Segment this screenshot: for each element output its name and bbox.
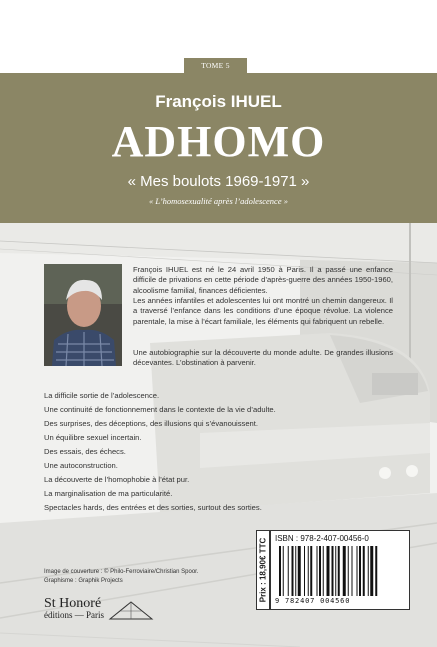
publisher-city: éditions — Paris — [44, 610, 104, 620]
barcode-bar — [357, 546, 358, 596]
pyramid-logo-icon — [108, 600, 154, 620]
list-item: Une autoconstruction. — [44, 461, 118, 470]
barcode-bar — [317, 546, 318, 596]
price-box — [256, 530, 270, 610]
barcode-bar — [375, 546, 377, 596]
book-subtitle: « Mes boulots 1969-1971 » — [127, 173, 310, 190]
list-item: Une continuité de fonctionnement dans le contexte de la vie d’adulte. — [44, 405, 276, 414]
barcode-bar — [370, 546, 373, 596]
book-title: ADHOMO — [111, 117, 326, 166]
barcode-bar — [288, 546, 289, 596]
barcode-bar — [332, 546, 334, 596]
barcode-bar — [292, 546, 294, 596]
list-item: La difficile sortie de l’adolescence. — [44, 391, 160, 400]
barcode-bar — [298, 546, 301, 596]
barcode-bar — [335, 546, 336, 596]
barcode-bar — [308, 546, 309, 596]
barcode-box — [270, 530, 410, 610]
barcode-bar — [327, 546, 330, 596]
list-item: Spectacles hards, des entrées et des sorties, surtout des sorties. — [44, 503, 262, 512]
barcode-bar — [283, 546, 284, 596]
list-item: Un équilibre sexuel incertain. — [44, 433, 142, 442]
author-portrait — [44, 264, 122, 366]
theme-list — [44, 389, 374, 515]
barcode-bar — [343, 546, 346, 596]
cover-credit: Image de couverture : © Philo-Ferroviaire/Christian Spoor. — [44, 569, 199, 575]
bio-paragraph-2: Les années infantiles et adolescentes lui ont montré un chemin dangereux. Il a traversé l’enfance dans les conditions d’une époque révolue. La violence parentale, la mise à l’écart familiale, les éléments qui fabriquent un rebelle. — [133, 296, 393, 326]
barcode-bar — [359, 546, 361, 596]
barcode-bar — [279, 546, 281, 596]
barcode-bar — [304, 546, 305, 596]
barcode-bar — [295, 546, 296, 596]
isbn-label: ISBN : 978-2-407-00456-0 — [275, 534, 369, 543]
design-credit: Graphisme : Graphik Projects — [44, 578, 123, 584]
barcode-icon — [279, 546, 403, 596]
barcode-bar — [363, 546, 365, 596]
book-tagline: « L’homosexualité après l’adolescence » — [149, 196, 288, 206]
bio-paragraph-1: François IHUEL est né le 24 avril 1950 à Paris. Il a passé une enfance difficile de privations en cette période d’après-guerre des années 1950-1960, alcoolisme familial, finances déficientes. — [133, 265, 393, 295]
credits — [44, 568, 264, 586]
barcode-bar — [348, 546, 349, 596]
price-label: Prix : 18,90€ TTC — [258, 537, 268, 603]
barcode-digits: 9 782407 004560 — [275, 597, 351, 605]
barcode-bar — [352, 546, 353, 596]
barcode-bar — [368, 546, 369, 596]
barcode-bar — [319, 546, 321, 596]
list-item: La découverte de l’homophobie à l’état pur. — [44, 475, 190, 484]
author-name: François IHUEL — [155, 92, 282, 111]
barcode-bar — [310, 546, 312, 596]
barcode-bar — [338, 546, 340, 596]
barcode-bar — [323, 546, 324, 596]
tome-label: TOME 5 — [184, 58, 247, 73]
list-item: La marginalisation de ma particularité. — [44, 489, 173, 498]
bio-paragraph-3: Une autobiographie sur la découverte du monde adulte. De grandes illusions décevantes. L’obstination à parvenir. — [133, 348, 393, 368]
list-item: Des essais, des échecs. — [44, 447, 126, 456]
publisher-name: St Honoré — [44, 596, 102, 611]
list-item: Des surprises, des déceptions, des illusions qui s’évanouissent. — [44, 419, 259, 428]
